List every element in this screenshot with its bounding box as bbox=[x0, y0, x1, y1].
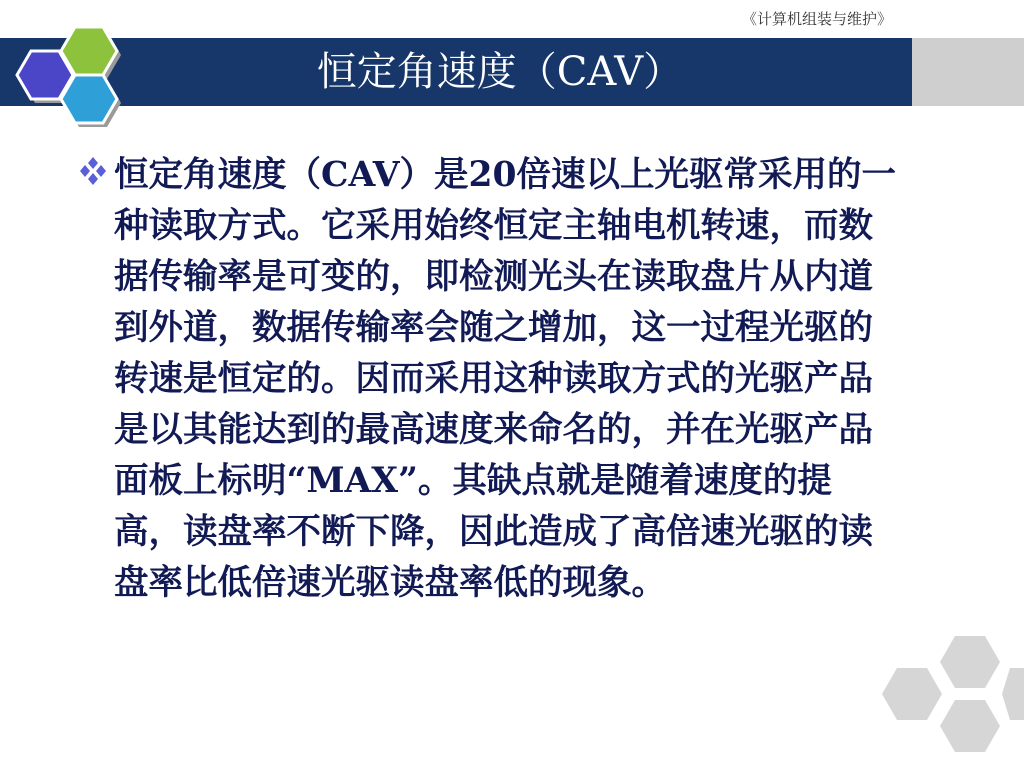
course-title-header: 《计算机组装与维护》 bbox=[741, 10, 892, 28]
gray-hexagons-icon bbox=[860, 628, 1024, 768]
slide-title: 恒定角速度（CAV） bbox=[316, 49, 684, 95]
hexagon-cluster-icon bbox=[0, 18, 140, 138]
content-block bbox=[76, 150, 896, 609]
four-diamond-bullet-icon bbox=[76, 154, 110, 188]
bullet-paragraph: 恒定角速度（CAV）是20倍速以上光驱常采用的一种读取方式。它采用始终恒定主轴电机转速，而数据传输率是可变的，即检测光头在读取盘片从内道到外道，数据传输率会随之增加，这一过程光驱的转速是恒定的。因而采用这种读取方式的光驱产品是以其能达到的最高速度来命名的，并在光驱产品面板上标明“MAX”。其缺点就是随着速度的提高，读盘率不断下降，因此造成了高倍速光驱的读盘率比低倍速光驱读盘率低的现象。 bbox=[114, 155, 896, 603]
